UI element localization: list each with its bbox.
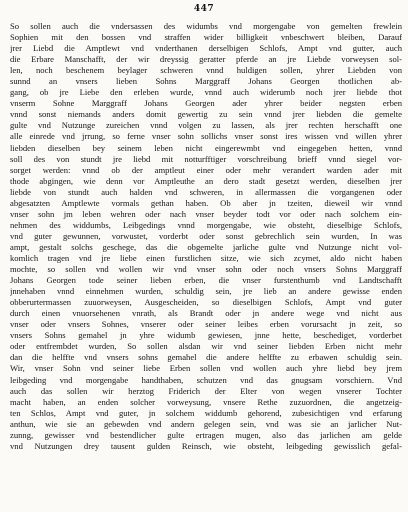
text-line: vnd Nutzungen drey tausent gulden Reinsch, wie obsteht, leibgeding gewisslich gefal- xyxy=(10,440,402,451)
text-line: jrer Liebd die Amptlewt vnd vnderthanen derselbigen Schlofs, Ampt vnd gutter, auch xyxy=(10,43,402,54)
text-line: liebde von stundt auch halden vnd schweren, in allermassen die vorgangenen oder xyxy=(10,186,402,197)
text-line: obberurtermassen zuuorweysen, Ausgescheiden, so dieselbigen Schlofs, Ampt vnd guter xyxy=(10,297,402,308)
text-line: durch einen vnuorsehenen vnrath, als Brandt oder jn andere wege vnd nicht aus xyxy=(10,308,402,319)
text-line: ten Schlos, Ampt vnd guter, jn solchem widdumb gehorend, zubesichtigen vnd erfarung xyxy=(10,407,402,418)
text-line: anthun, wie sie an gebewden vnd andern gelegen sein, vnd was sie an jarlicher Nut- xyxy=(10,418,402,429)
text-line: sorget werden: vnnd ob der amptleut einer oder mehr verandert warden ader mit xyxy=(10,164,402,175)
text-line: gang, ob jre Liebe den erleben wurde, vnnd auch widerumb noch jrer liebde thot xyxy=(10,87,402,98)
text-line: thode abgingen, wie denn vor Amptleuthe an dero stadt gesetzt werden, dieselben jrer xyxy=(10,175,402,186)
text-line: Johans Georgen tode seiner lieben erben, die vnser furstenthumb vnd Landtschafft xyxy=(10,275,402,286)
text-line: abgesatzten Amptlewte vormals gethan haben. Ob aber jn tzeiten, dieweil wir vnnd xyxy=(10,197,402,208)
text-line: Sophien mit den bossen vnd straffen wider billigkeit vnbeschwert bleiben, Darauf xyxy=(10,32,402,43)
text-line: vnd guter gewunnen, vorwustet, vorderbt oder sonst gebrechlich sein wurden, In was xyxy=(10,230,402,241)
text-line: oder entfrembdet wurden, So sollen alsdan wir vnd seiner liebden Erben nicht mehr xyxy=(10,341,402,352)
text-line: soll des von stundt jre liebd mit notturfftiger vorschreibung brieff vnnd siegel vor- xyxy=(10,153,402,164)
text-line: sunnd an vnsers lieben Sohns Marggraff Johans Georgen thotlichen ab- xyxy=(10,76,402,87)
text-line: macht haben, an enden solcher vorweysung, vnsere Rethe zuzuordnen, die angetzeig- xyxy=(10,396,402,407)
page-number: 447 xyxy=(193,4,215,14)
text-line: vnser sohn jm leben wehren oder nach vnser beyder todt vor oder nach solchem ein- xyxy=(10,208,402,219)
text-line: vnsers Sohns gemahel jn yhre widumb gewiesen, jnne hette, beschediget, vorderbet xyxy=(10,330,402,341)
text-line: ampt, gestalt solchs geschege, das die obgemelte jarliche gulte vnd Nutzunge nicht vol- xyxy=(10,241,402,252)
text-line: vnnd sonst niemands anders domit gewertig zu sein vnnd jrer liebden die gemelte xyxy=(10,109,402,120)
text-line: vnserm Sohne Marggraff Johans Georgen ader yhrer beider negsten erben xyxy=(10,98,402,109)
text-line: zunng, gewisser vnd bestendlicher gulte ertragen mugen, also das jarlichen am gelde xyxy=(10,429,402,440)
text-line: gulte vnd Nutzunge zureichen vnnd volgen zu lassen, als jrer rechten herschafft one xyxy=(10,120,402,131)
text-line: Wir, vnser Sohn vnd seiner liebe Erben sollen vnd wollen auch yhre liebd bey jrem xyxy=(10,363,402,374)
text-line: jnnehaben vnnd einnehmen wurden, schuldig sein, jre lieb an andere gewisse enden xyxy=(10,286,402,297)
text-line: len, noch beschenem beylager schweren vnnd huldigen sollen, yhrer Liebden von xyxy=(10,65,402,76)
text-line: dan die helffte vnd vnsers sohns gemahel die andere helffte zu erbawen schuldig sein. xyxy=(10,352,402,363)
text-line: mochte, so sollen vnd wollen wir vnd vnser sohn oder noch vnsers Sohns Marggraff xyxy=(10,264,402,275)
body-text xyxy=(10,21,402,452)
text-line: vnser oder vnsers Sohnes, vnserer oder seiner leibes erben vorursacht jn zeit, so xyxy=(10,319,402,330)
text-line: leibgeding vnd morgengabe handthaben, schutzen vnd das gnugsam vorschiern. Vnd xyxy=(10,374,402,385)
text-line: auch das sollen wir herztog Friderich der Elter von wegen vnserer Tochter xyxy=(10,385,402,396)
text-line: So sollen auch die vndersassen des widumbs vnd morgengabe von gemelten frewlein xyxy=(10,21,402,31)
text-line: die Erbare Manschafft, der wir dreyssig geratter pferde an jre Liebde vorweysen sol- xyxy=(10,54,402,65)
text-line: komlich tragen vnd jre liebe einen furstlichen sitze, wie sich zcymet, aldo nicht haben xyxy=(10,252,402,263)
text-line: nehmen des widdumbs, Leibgedings vnnd morgengabe, wie obsteht, dieselbige Schlofs, xyxy=(10,219,402,230)
text-line: liebden dieselben bey seinem leben nicht eingerewmbt vnd eingegeben hetten, vnnd xyxy=(10,142,402,153)
text-line: alle einrede vnd jrrung, so ferne vnser sohn sollichs vnser sonst ires wissen vnd willen yhrer xyxy=(10,131,402,142)
